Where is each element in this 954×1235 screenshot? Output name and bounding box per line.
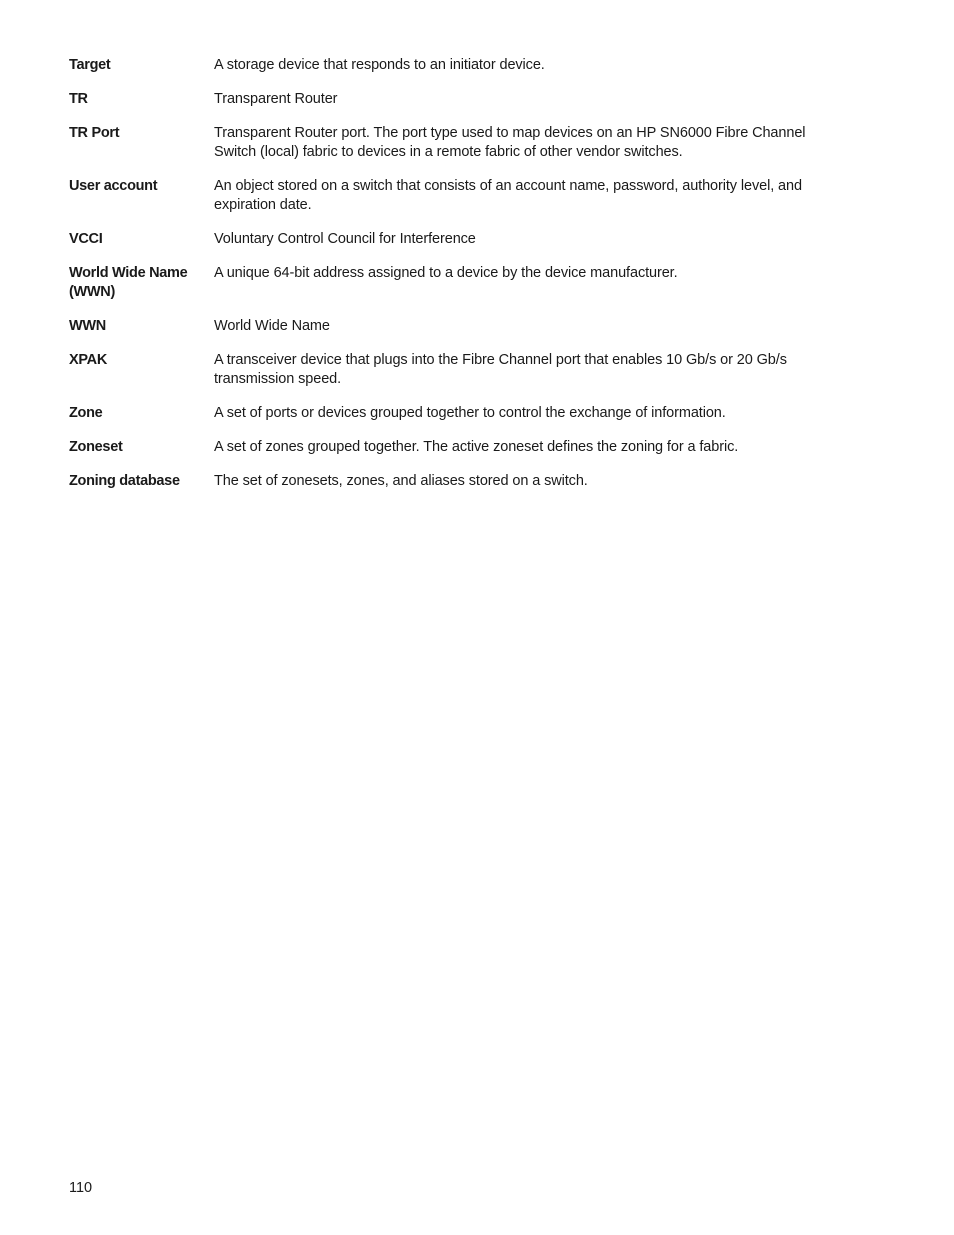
glossary-definition: A transceiver device that plugs into the Fibre Channel port that enables 10 Gb/s or 20 Gb/s transmission speed. (214, 352, 787, 387)
glossary-term: User account (69, 178, 158, 194)
glossary-definition: A set of zones grouped together. The active zoneset defines the zoning for a fabric. (214, 439, 739, 455)
glossary-definition: Voluntary Control Council for Interference (214, 231, 476, 247)
glossary-definition: Transparent Router port. The port type used to map devices on an HP SN6000 Fibre Channel Switch (local) fabric to devices in a remote fabric of other vendor switches. (214, 125, 806, 160)
glossary-definition: Transparent Router (214, 91, 338, 107)
glossary-definition: The set of zonesets, zones, and aliases stored on a switch. (214, 473, 588, 489)
glossary-entry-zoneset (69, 438, 844, 457)
glossary-entry-zoning-database (69, 472, 844, 491)
glossary-entry-xpak (69, 351, 844, 389)
glossary-definition: An object stored on a switch that consists of an account name, password, authority level, and expiration date. (214, 178, 802, 213)
glossary-term: Zoning database (69, 473, 180, 489)
glossary-entry-target (69, 56, 844, 75)
glossary-entry-user-account (69, 177, 844, 215)
glossary-term: Zone (69, 405, 103, 421)
glossary-entry-tr-port (69, 124, 844, 162)
glossary-entry-vcci (69, 230, 844, 249)
glossary-definition: A unique 64-bit address assigned to a device by the device manufacturer. (214, 265, 678, 281)
glossary-definition: A set of ports or devices grouped together to control the exchange of information. (214, 405, 726, 421)
glossary-entry-wwn (69, 317, 844, 336)
glossary-definition: A storage device that responds to an initiator device. (214, 57, 545, 73)
glossary-term: WWN (69, 318, 106, 334)
glossary-entry-world-wide-name (69, 264, 844, 302)
glossary-term: Target (69, 57, 111, 73)
glossary-term: VCCI (69, 231, 103, 247)
glossary-term: Zoneset (69, 439, 123, 455)
glossary-list (69, 56, 844, 506)
glossary-entry-zone (69, 404, 844, 423)
glossary-term: TR Port (69, 125, 120, 141)
glossary-term: World Wide Name (WWN) (69, 265, 188, 300)
glossary-definition: World Wide Name (214, 318, 330, 334)
glossary-term: XPAK (69, 352, 108, 368)
glossary-entry-tr (69, 90, 844, 109)
glossary-term: TR (69, 91, 88, 107)
page-number: 110 (69, 1180, 93, 1196)
